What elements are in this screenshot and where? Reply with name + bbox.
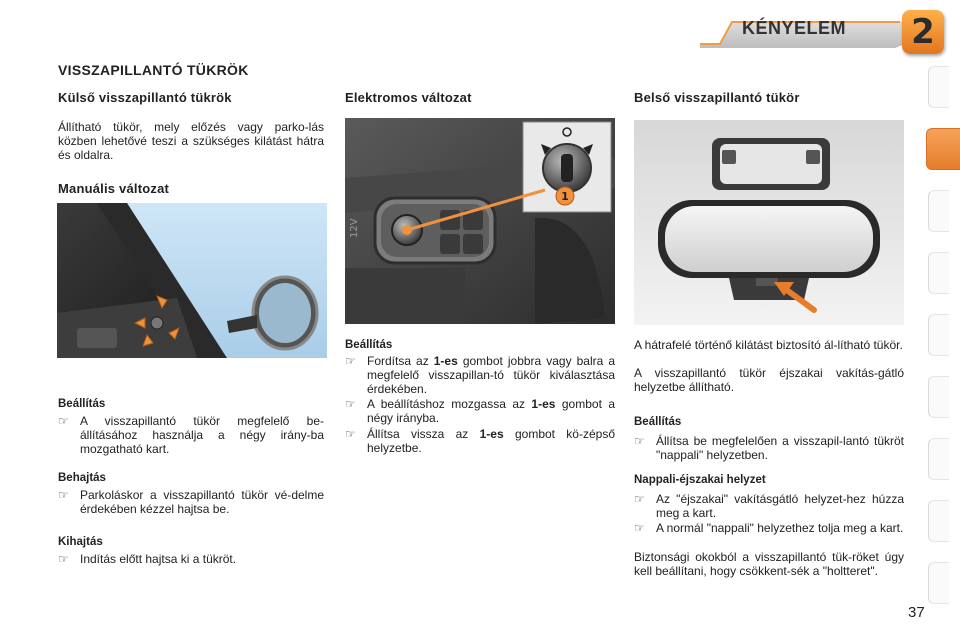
adjust-item-left-text: A visszapillantó tükör megfelelő be-állításához használja a négy irány-ba mozgatható kart. — [80, 414, 324, 456]
bullet-icon: ☞ — [58, 414, 69, 428]
adjust-item-left — [58, 414, 324, 458]
side-tab-active[interactable] — [926, 128, 960, 170]
side-tab[interactable] — [928, 314, 949, 356]
electric-step-1 — [345, 354, 615, 398]
fold-item-text: Parkoláskor a visszapillantó tükör vé-delme érdekében kézzel hajtsa be. — [80, 488, 324, 516]
manual-mirror-photo — [57, 203, 327, 358]
callout-label-1: 1 — [561, 190, 569, 203]
electric-step-1-kw: 1-es — [433, 354, 458, 368]
bullet-icon: ☞ — [345, 427, 356, 441]
sign-12v: 12V — [349, 218, 360, 238]
adjust-item-right — [634, 434, 904, 464]
bullet-icon: ☞ — [634, 521, 645, 535]
electric-step-3-pre: Állítsa vissza az — [367, 427, 469, 441]
adjust-title-middle: Beállítás — [345, 339, 393, 351]
electric-control-photo — [345, 118, 615, 324]
electric-step-3 — [345, 427, 615, 457]
bullet-icon: ☞ — [345, 354, 356, 368]
interior-intro-1: A hátrafelé történő kilátást biztosító ál-lítható tükör. — [634, 338, 903, 352]
electric-step-3-post: gombot kö-zépső helyzetbe. — [367, 427, 615, 455]
chapter-title: KÉNYELEM — [742, 18, 847, 38]
adjust-title-left: Beállítás — [58, 398, 106, 410]
electric-step-2-kw: 1-es — [531, 397, 556, 411]
day-night-item-2 — [634, 521, 904, 551]
interior-mirror-photo — [634, 120, 904, 325]
electric-step-2 — [345, 397, 615, 427]
chapter-number-badge: 2 — [902, 10, 944, 54]
electric-step-1-pre: Fordítsa az — [367, 354, 429, 368]
safety-note: Biztonsági okokból a visszapillantó tük-röket úgy kell beállítani, hogy csökkent-sék a "holtteret". — [634, 550, 904, 578]
section-title: VISSZAPILLANTÓ TÜKRÖK — [58, 62, 249, 78]
page-number: 37 — [908, 604, 925, 621]
side-tab[interactable] — [928, 252, 949, 294]
heading-interior-mirror: Belső visszapillantó tükör — [634, 90, 800, 105]
electric-step-2-pre: A beállításhoz mozgassa az — [367, 397, 525, 411]
unfold-item-text: Indítás előtt hajtsa ki a tükröt. — [80, 552, 237, 566]
side-tab[interactable] — [928, 190, 949, 232]
day-night-title: Nappali-éjszakai helyzet — [634, 474, 766, 486]
heading-electric: Elektromos változat — [345, 90, 472, 105]
day-night-item-1 — [634, 492, 904, 522]
bullet-icon: ☞ — [345, 397, 356, 411]
electric-step-2-post: gombot a négy irányba. — [367, 397, 615, 425]
electric-step-3-kw: 1-es — [479, 427, 504, 441]
fold-item — [58, 488, 324, 518]
electric-step-1-post: gombot jobbra vagy balra a megfelelő visszapillan-tó tükör kiválasztása érdekében. — [367, 354, 615, 396]
day-night-item-1-text: Az "éjszakai" vakításgátló helyzet-hez húzza meg a kart. — [656, 492, 904, 520]
bullet-icon: ☞ — [634, 492, 645, 506]
side-tab[interactable] — [928, 66, 949, 108]
adjust-item-right-text: Állítsa be megfelelően a visszapil-lantó tükröt "nappali" helyzetben. — [656, 434, 904, 462]
heading-external-mirrors: Külső visszapillantó tükrök — [58, 90, 232, 105]
bullet-icon: ☞ — [634, 434, 645, 448]
fold-title: Behajtás — [58, 472, 106, 484]
bullet-icon: ☞ — [58, 488, 69, 502]
bullet-icon: ☞ — [58, 552, 69, 566]
side-tab[interactable] — [928, 500, 949, 542]
unfold-item — [58, 552, 324, 568]
interior-intro-2: A visszapillantó tükör éjszakai vakítás-gátló helyzetbe állítható. — [634, 366, 904, 394]
side-tab[interactable] — [928, 376, 949, 418]
side-tab[interactable] — [928, 438, 949, 480]
unfold-title: Kihajtás — [58, 536, 103, 548]
day-night-item-2-text: A normál "nappali" helyzethez tolja meg a kart. — [656, 521, 904, 535]
adjust-title-right: Beállítás — [634, 416, 682, 428]
intro-text: Állítható tükör, mely előzés vagy parko-lás közben lehetővé teszi a szükséges kilátást hátra és oldalra. — [58, 120, 324, 162]
heading-manual: Manuális változat — [58, 181, 170, 196]
side-tab[interactable] — [928, 562, 949, 604]
